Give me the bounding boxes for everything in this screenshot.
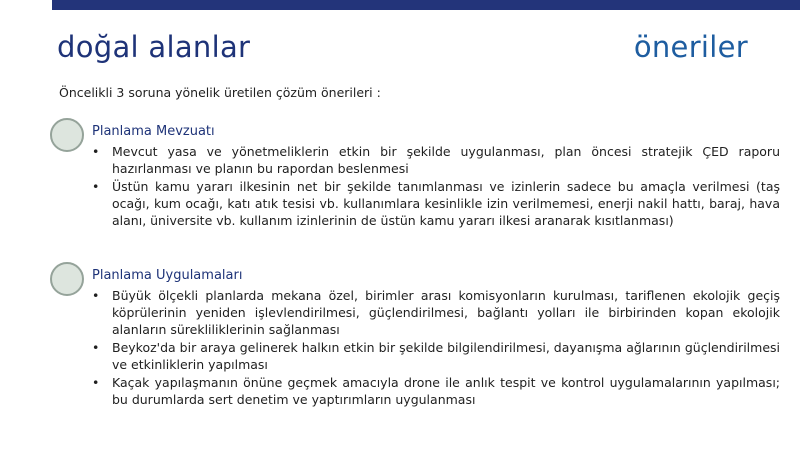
list-item-text: Mevcut yasa ve yönetmeliklerin etkin bir şekilde uygulanması, plan öncesi stratejik ÇED raporu hazırlanması ve planın bu rapordan beslenmesi xyxy=(112,144,780,176)
section-circle-icon xyxy=(50,118,84,152)
page-title: doğal alanlar xyxy=(57,30,251,64)
intro-text: Öncelikli 3 soruna yönelik üretilen çözüm önerileri : xyxy=(59,85,381,100)
list-item xyxy=(90,339,780,373)
bullet-icon: • xyxy=(92,179,100,194)
section-title: Planlama Uygulamaları xyxy=(92,268,243,283)
bullet-icon: • xyxy=(92,288,100,303)
bullet-list xyxy=(90,287,780,409)
page-subtitle: öneriler xyxy=(633,30,748,64)
bullet-icon: • xyxy=(92,340,100,355)
list-item-text: Büyük ölçekli planlarda mekana özel, birimler arası komisyonların kurulması, tariflenen ekolojik geçiş köprülerinin yeniden işlevlendirilmesi, güçlendirilmesi, bağlantı yolları ile birbirinden kopan ekolojik alanların sürekliliklerinin sağlanması xyxy=(112,288,780,337)
section-title: Planlama Mevzuatı xyxy=(92,124,215,139)
list-item xyxy=(90,374,780,408)
top-accent-bar xyxy=(52,0,800,10)
list-item xyxy=(90,287,780,338)
list-item-text: Kaçak yapılaşmanın önüne geçmek amacıyla drone ile anlık tespit ve kontrol uygulamalarının yapılması; bu durumlarda sert denetim ve yaptırımların uygulanması xyxy=(112,375,780,407)
section-circle-icon xyxy=(50,262,84,296)
list-item xyxy=(90,178,780,229)
bullet-list xyxy=(90,143,780,230)
list-item-text: Üstün kamu yararı ilkesinin net bir şekilde tanımlanması ve izinlerin sadece bu amaçla verilmesi (taş ocağı, kum ocağı, katı atık tesisi vb. kullanımlara kesinlikle izin verilmemesi, enerji nakil hattı, baraj, hava alanı, üniversite vb. kullanım izinlerinin de üstün kamu yararı ilkesi aranarak kısıtlanması) xyxy=(112,179,780,228)
bullet-icon: • xyxy=(92,144,100,159)
list-item-text: Beykoz'da bir araya gelinerek halkın etkin bir şekilde bilgilendirilmesi, dayanışma ağlarının güçlendirilmesi ve etkinliklerin yapılması xyxy=(112,340,780,372)
list-item xyxy=(90,143,780,177)
bullet-icon: • xyxy=(92,375,100,390)
